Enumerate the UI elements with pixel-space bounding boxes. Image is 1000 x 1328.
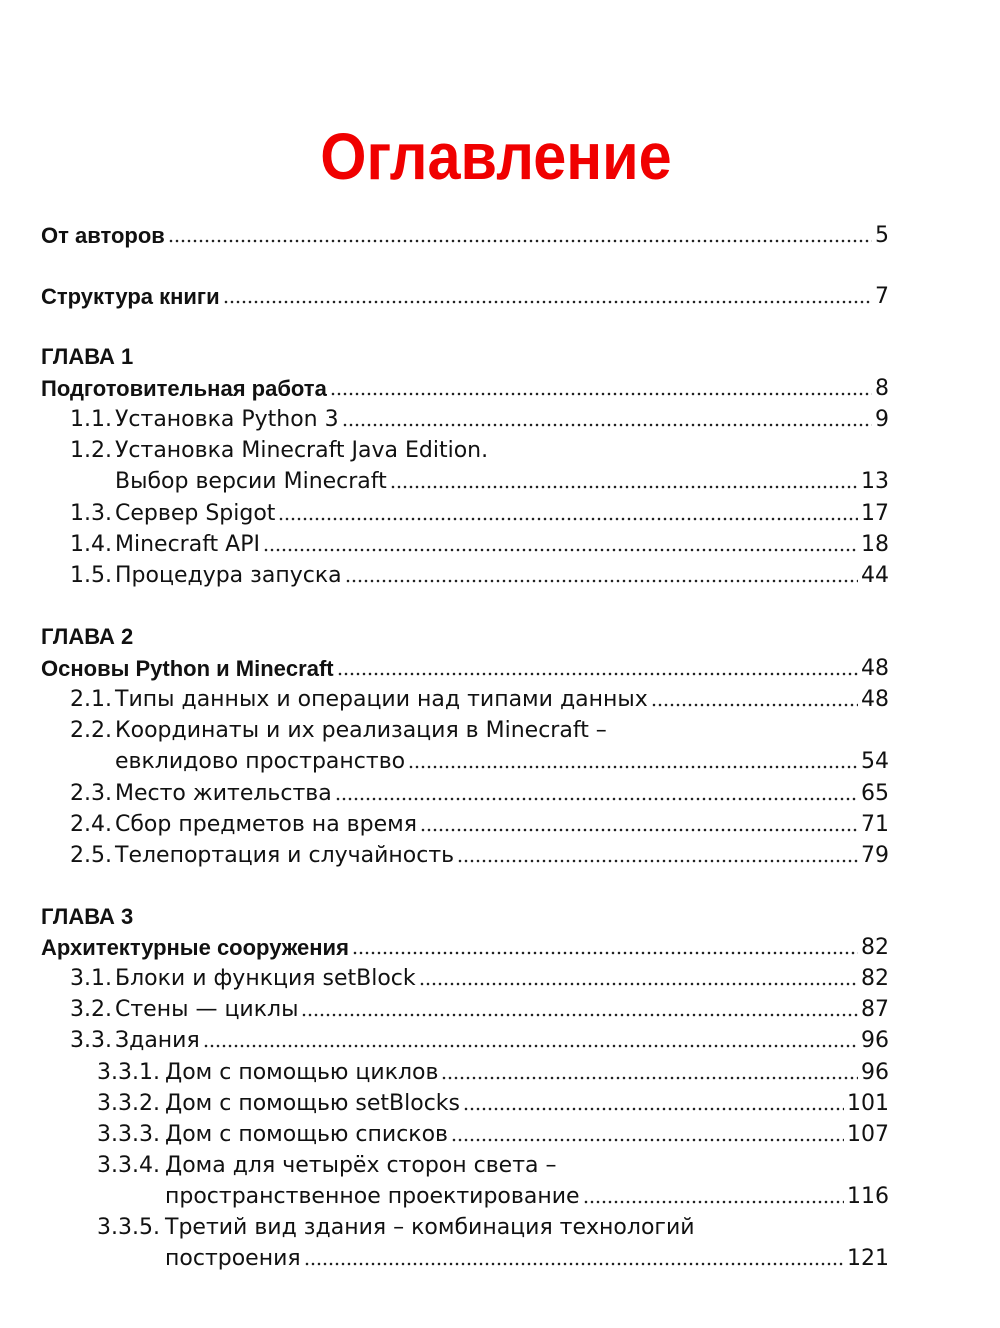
- entry-label: Здания: [115, 1028, 200, 1053]
- page-number: 116: [847, 1184, 889, 1209]
- page-title: Оглавление: [320, 119, 672, 193]
- leader-dots: [420, 827, 858, 833]
- leader-dots: [457, 858, 858, 864]
- toc-section[interactable]: [0, 402, 1000, 433]
- leader-dots: [345, 578, 858, 584]
- leader-dots: [337, 671, 858, 677]
- page-number: 96: [861, 1060, 889, 1085]
- entry-label: Блоки и функция setBlock: [115, 966, 416, 991]
- toc-subsection[interactable]: [0, 1055, 1000, 1086]
- entry-label: Структура книги: [41, 284, 220, 309]
- leader-dots: [408, 764, 858, 770]
- leader-dots: [352, 950, 858, 956]
- leader-dots: [583, 1199, 844, 1205]
- page-number: 44: [861, 563, 889, 588]
- page-number: 18: [861, 532, 889, 557]
- entry-label-line1: Дома для четырёх сторон света –: [165, 1153, 557, 1178]
- toc-section-line1[interactable]: [0, 713, 1000, 744]
- page-number: 8: [875, 376, 889, 401]
- entry-label: построения: [165, 1246, 301, 1271]
- toc-chapter-2[interactable]: [0, 651, 1000, 682]
- page-number: 48: [861, 687, 889, 712]
- chapter-heading: ГЛАВА 3: [41, 904, 134, 929]
- leader-dots: [278, 516, 858, 522]
- section-number: 2.3.: [70, 781, 112, 806]
- toc-subsection[interactable]: [0, 1117, 1000, 1148]
- leader-dots: [203, 1043, 858, 1049]
- entry-label-line1: Координаты и их реализация в Minecraft –: [115, 718, 607, 743]
- toc-subsection[interactable]: [0, 1086, 1000, 1117]
- page-number: 87: [861, 997, 889, 1022]
- toc-section[interactable]: [0, 1023, 1000, 1054]
- leader-dots: [263, 547, 858, 553]
- page-number: 82: [861, 935, 889, 960]
- section-number: 1.2.: [70, 438, 112, 463]
- entry-label: Сбор предметов на время: [115, 812, 417, 837]
- page-number: 65: [861, 781, 889, 806]
- page-number: 13: [861, 469, 889, 494]
- toc-subsection-line1[interactable]: [0, 1148, 1000, 1179]
- toc-section[interactable]: [0, 807, 1000, 838]
- toc-section[interactable]: [0, 961, 1000, 992]
- entry-label: Сервер Spigot: [115, 501, 276, 526]
- toc-section[interactable]: [0, 776, 1000, 807]
- entry-label: Установка Python 3: [115, 407, 339, 432]
- page-number: 71: [861, 812, 889, 837]
- entry-label: Minecraft API: [115, 532, 260, 557]
- section-number: 3.3.: [70, 1028, 112, 1053]
- toc-section[interactable]: [0, 464, 1000, 495]
- entry-label: От авторов: [41, 223, 165, 248]
- leader-dots: [390, 484, 858, 490]
- entry-label-line1: Третий вид здания – комбинация технологий: [165, 1215, 695, 1240]
- section-number: 2.5.: [70, 843, 112, 868]
- page-number: 96: [861, 1028, 889, 1053]
- leader-dots: [441, 1075, 858, 1081]
- toc-section[interactable]: [0, 527, 1000, 558]
- leader-dots: [168, 238, 872, 244]
- page-number: 101: [847, 1091, 889, 1116]
- entry-label: Дом с помощью списков: [165, 1122, 449, 1147]
- page-number: 121: [847, 1246, 889, 1271]
- entry-label: Выбор версии Minecraft: [115, 469, 387, 494]
- toc-subsection[interactable]: [0, 1179, 1000, 1210]
- chapter-heading: ГЛАВА 2: [41, 624, 134, 649]
- section-number: 1.3.: [70, 501, 112, 526]
- entry-label-line1: Установка Minecraft Java Edition.: [115, 438, 489, 463]
- entry-label: Процедура запуска: [115, 563, 342, 588]
- leader-dots: [304, 1261, 844, 1267]
- leader-dots: [223, 299, 872, 305]
- section-number: 3.3.4.: [97, 1153, 160, 1178]
- toc-entry-structure[interactable]: [0, 279, 1000, 310]
- entry-label: Архитектурные сооружения: [41, 935, 349, 960]
- entry-label: Дом с помощью циклов: [165, 1060, 439, 1085]
- leader-dots: [335, 796, 858, 802]
- section-number: 2.2.: [70, 718, 112, 743]
- leader-dots: [419, 981, 858, 987]
- section-number: 3.3.2.: [97, 1091, 160, 1116]
- leader-dots: [651, 702, 858, 708]
- leader-dots: [330, 391, 872, 397]
- entry-label: евклидово пространство: [115, 749, 406, 774]
- section-number: 1.1.: [70, 407, 112, 432]
- page-number: 79: [861, 843, 889, 868]
- section-number: 3.3.3.: [97, 1122, 160, 1147]
- toc-chapter-1[interactable]: [0, 371, 1000, 402]
- toc-section[interactable]: [0, 838, 1000, 869]
- entry-label: Стены — циклы: [115, 997, 299, 1022]
- toc-section-line1[interactable]: [0, 433, 1000, 464]
- entry-label: Место жительства: [115, 781, 332, 806]
- page-number: 48: [861, 656, 889, 681]
- section-number: 2.1.: [70, 687, 112, 712]
- entry-label: Подготовительная работа: [41, 376, 327, 401]
- toc-section[interactable]: [0, 558, 1000, 589]
- toc-subsection[interactable]: [0, 1241, 1000, 1272]
- leader-dots: [451, 1137, 844, 1143]
- chapter-heading: ГЛАВА 1: [41, 344, 134, 369]
- toc-section[interactable]: [0, 744, 1000, 775]
- leader-dots: [463, 1106, 844, 1112]
- section-number: 3.3.5.: [97, 1215, 160, 1240]
- section-number: 1.4.: [70, 532, 112, 557]
- toc-entry-authors[interactable]: [0, 218, 1000, 249]
- section-number: 2.4.: [70, 812, 112, 837]
- toc-section[interactable]: [0, 682, 1000, 713]
- entry-label: Типы данных и операции над типами данных: [115, 687, 648, 712]
- page-number: 82: [861, 966, 889, 991]
- leader-dots: [342, 422, 872, 428]
- page-number: 107: [847, 1122, 889, 1147]
- page-number: 17: [861, 501, 889, 526]
- toc-chapter-3[interactable]: [0, 930, 1000, 961]
- section-number: 3.3.1.: [97, 1060, 160, 1085]
- entry-label: Дом с помощью setBlocks: [165, 1091, 461, 1116]
- section-number: 1.5.: [70, 563, 112, 588]
- page-number: 7: [875, 284, 889, 309]
- page-number: 9: [875, 407, 889, 432]
- entry-label: пространственное проектирование: [165, 1184, 580, 1209]
- section-number: 3.1.: [70, 966, 112, 991]
- entry-label: Основы Python и Minecraft: [41, 656, 334, 681]
- toc-section[interactable]: [0, 496, 1000, 527]
- entry-label: Телепортация и случайность: [115, 843, 455, 868]
- section-number: 3.2.: [70, 997, 112, 1022]
- page-number: 5: [875, 223, 889, 248]
- leader-dots: [301, 1012, 858, 1018]
- toc-subsection-line1[interactable]: [0, 1210, 1000, 1241]
- page-number: 54: [861, 749, 889, 774]
- toc-section[interactable]: [0, 992, 1000, 1023]
